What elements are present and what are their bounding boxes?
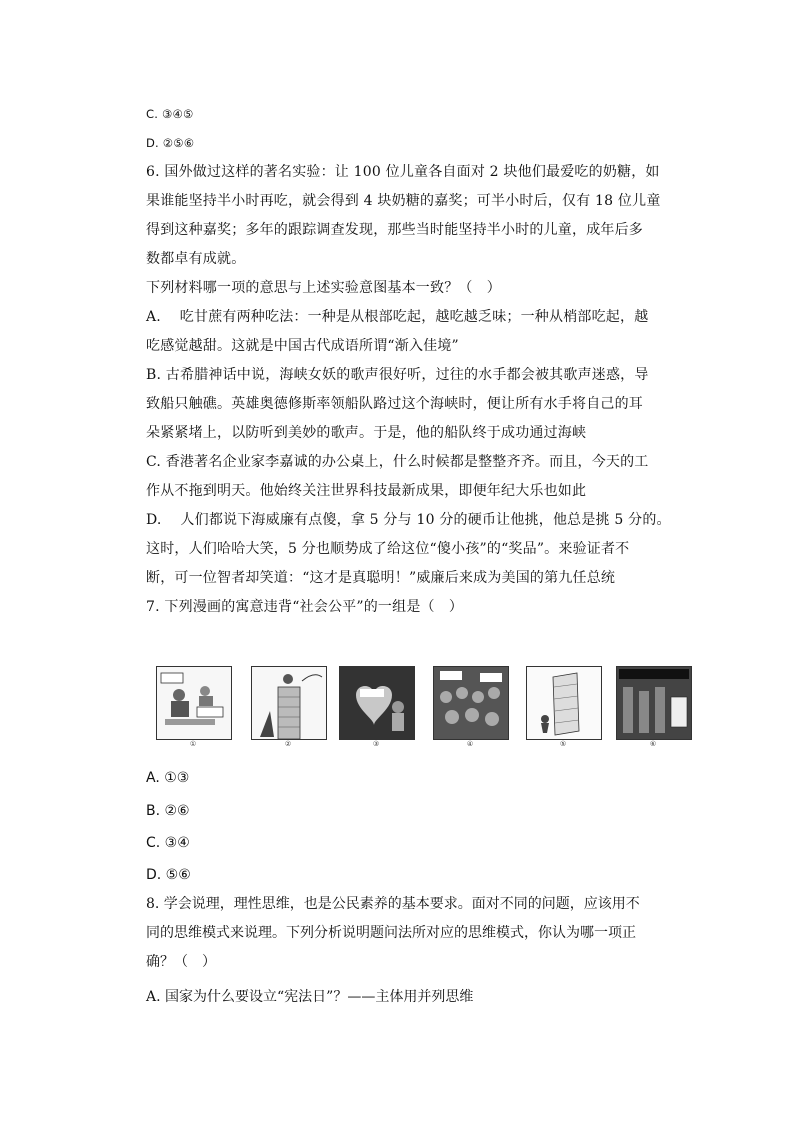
- q6-option-d-line-3: 断，可一位智者却笑道：“这才是真聪明！”威廉后来成为美国的第九任总统: [146, 570, 616, 586]
- comic-panel-5: [526, 666, 602, 740]
- comic-panel-6: [616, 666, 692, 740]
- comic-panel-1: [156, 666, 232, 740]
- q8-stem-line-2: 同的思维模式来说理。下列分析说明题问法所对应的思维模式，你认为哪一项正: [146, 925, 636, 941]
- q6-option-c-line-2: 作从不拖到明天。他始终关注世界科技最新成果，即便年纪大乐也如此: [146, 483, 587, 499]
- q6-option-b-line-1: B. 古希腊神话中说，海峡女妖的歌声很好听，过往的水手都会被其歌声迷惑，导: [146, 367, 649, 383]
- q6-option-b-line-2: 致船只触礁。英雄奥德修斯率领船队路过这个海峡时，便让所有水手将自己的耳: [146, 396, 643, 412]
- q6-stem-line-3: 得到这种嘉奖；多年的跟踪调查发现，那些当时能坚持半小时的儿童，成年后多: [146, 222, 643, 238]
- q7-option-a: A. ①③: [146, 770, 190, 786]
- q8-stem-line-1: 8. 学会说理，理性思维，也是公民素养的基本要求。面对不同的问题，应该用不: [146, 896, 640, 912]
- comic-label-6: ⑥: [649, 740, 657, 748]
- comic-strip: [146, 660, 692, 754]
- comic-panel-3: [339, 666, 415, 740]
- q6-option-a-line-1: A. 吃甘蔗有两种吃法：一种是从根部吃起，越吃越乏味；一种从梢部吃起，越: [146, 309, 649, 325]
- q5-option-d: D. ②⑤⑥: [146, 136, 195, 150]
- q7-stem: 7. 下列漫画的寓意违背“社会公平”的一组是（ ）: [146, 599, 464, 615]
- q6-option-b-line-3: 朵紧紧堵上，以防听到美妙的歌声。于是，他的船队终于成功通过海峡: [146, 425, 587, 441]
- q7-option-c: C. ③④: [146, 835, 190, 851]
- q6-question: 下列材料哪一项的意思与上述实验意图基本一致？（ ）: [146, 280, 501, 296]
- q6-stem-line-1: 6. 国外做过这样的著名实验：让 100 位儿童各自面对 2 块他们最爱吃的奶糖，如: [146, 164, 660, 180]
- q8-option-a: A. 国家为什么要设立“宪法日”？——主体用并列思维: [146, 989, 474, 1005]
- q7-option-b: B. ②⑥: [146, 803, 190, 819]
- comic-label-4: ④: [466, 740, 474, 748]
- comic-label-2: ②: [284, 740, 292, 748]
- q5-option-c: C. ③④⑤: [146, 107, 194, 121]
- q6-option-d-line-2: 这时，人们哈哈大笑，5 分也顺势成了给这位“傻小孩”的“奖品”。来验证者不: [146, 541, 630, 557]
- q6-option-c-line-1: C. 香港著名企业家李嘉诚的办公桌上，什么时候都是整整齐齐。而且，今天的工: [146, 454, 649, 470]
- q6-stem-line-2: 果谁能坚持半小时再吃，就会得到 4 块奶糖的嘉奖；可半小时后，仅有 18 位儿童: [146, 193, 661, 209]
- comic-label-1: ①: [189, 740, 197, 748]
- q7-option-d: D. ⑤⑥: [146, 867, 191, 883]
- exam-page-top: [146, 100, 671, 622]
- comic-label-3: ③: [372, 740, 380, 748]
- comic-panel-2: [251, 666, 327, 740]
- q6-stem-line-4: 数都卓有成就。: [146, 251, 246, 267]
- comic-label-5: ⑤: [559, 740, 567, 748]
- q6-option-a-line-2: 吃感觉越甜。这就是中国古代成语所谓“渐入佳境”: [146, 338, 459, 354]
- q8-stem-line-3: 确？（ ）: [146, 954, 216, 970]
- comic-panel-4: [433, 666, 509, 740]
- q6-option-d-line-1: D. 人们都说下海威廉有点傻，拿 5 分与 10 分的硬币让他挑，他总是挑 5 分的。: [146, 512, 671, 528]
